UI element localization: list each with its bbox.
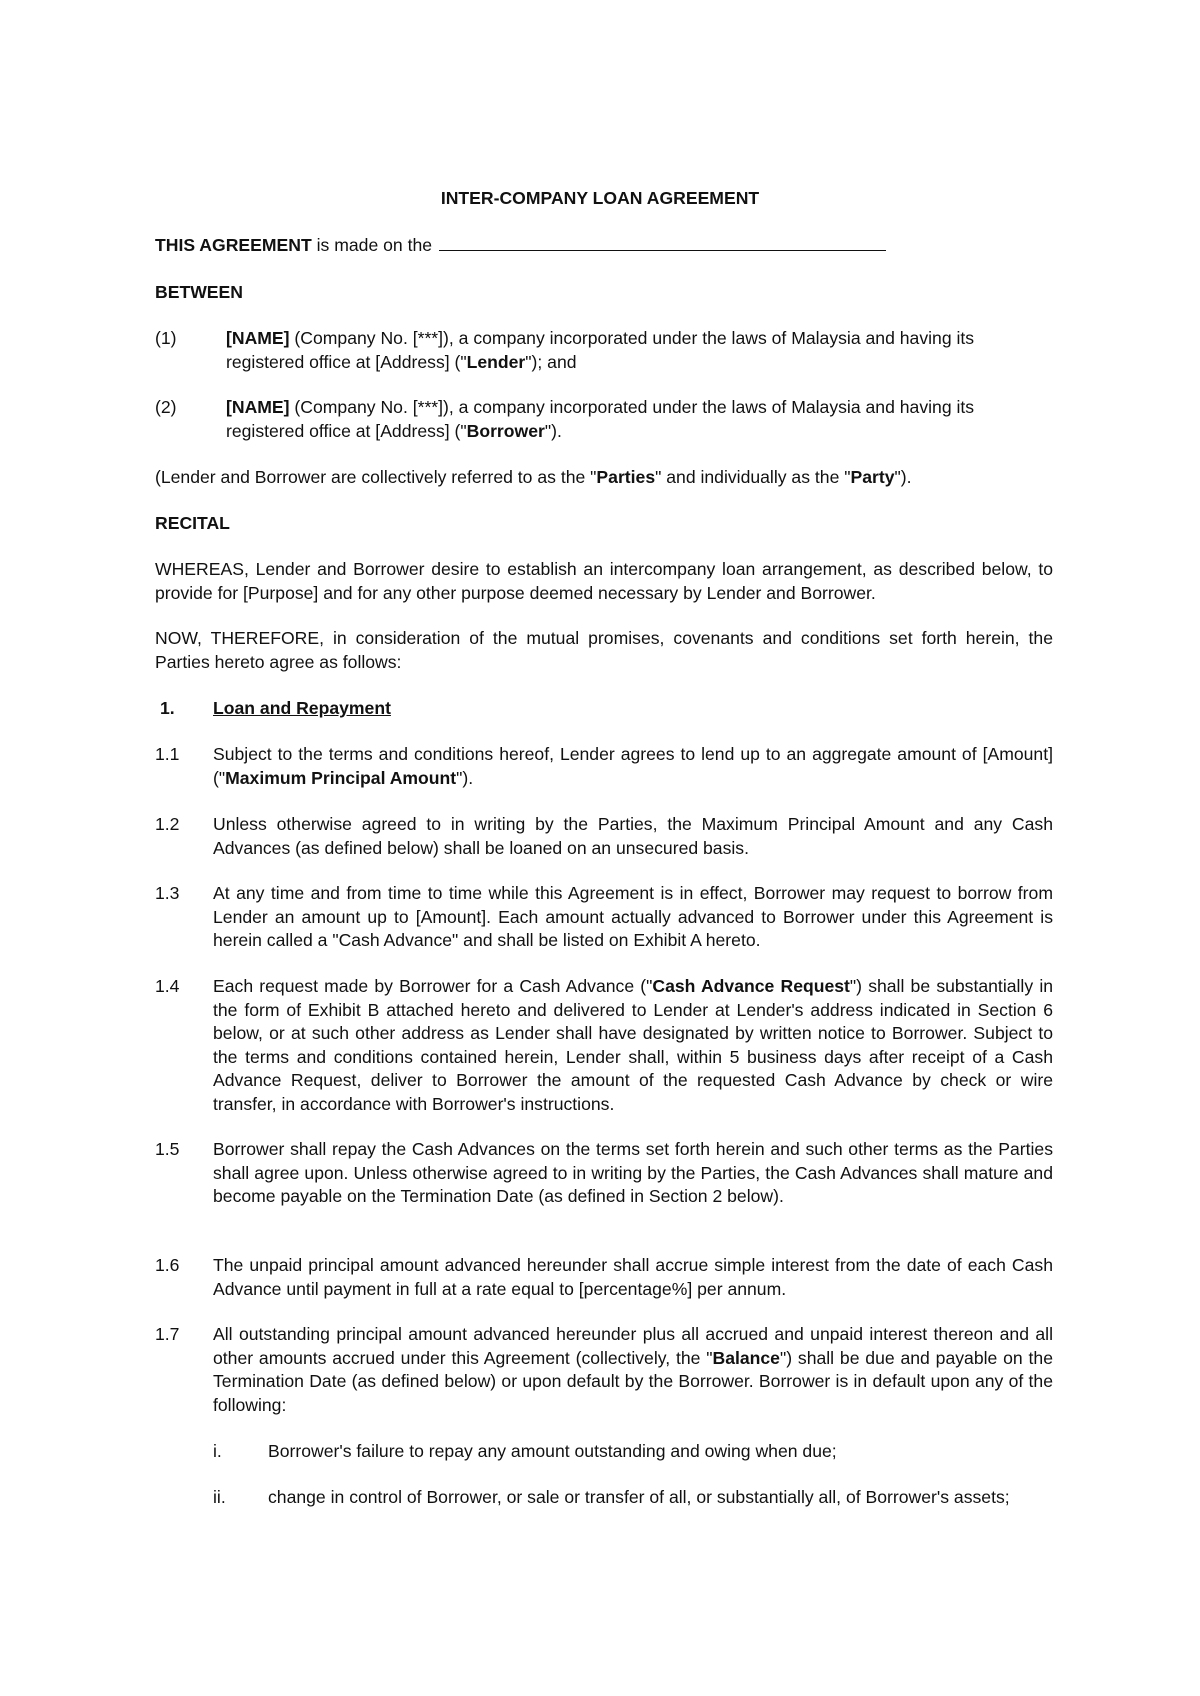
party-2-name: [NAME] [226, 397, 290, 417]
subitem-ii-text: change in control of Borrower, or sale or transfer of all, or substantially all, of Borrower's assets; [268, 1487, 1010, 1507]
clause-1-7-c: ") shall be due and payable on the Termination Date (as defined below) or upon default by the Borrower. Borrower is in default upon any of the following: [213, 1347, 1053, 1415]
collective-part-a: (Lender and Borrower are collectively referred to as the " [155, 467, 597, 487]
clause-1-7-number: 1.7 [155, 1324, 180, 1344]
party-1-text [226, 327, 1053, 374]
clause-1-7-a: All outstanding principal amount advanced hereunder plus all accrued and unpaid interest thereon and all other amounts accrued under this Agreement (collectively, the " [213, 1324, 1053, 1368]
defined-party: Party [850, 467, 895, 487]
clause-1-1-a: Subject to the terms and conditions hereof, Lender agrees to lend up to an aggregate amount of [Amount] (" [213, 744, 1053, 788]
defined-parties: Parties [596, 467, 656, 487]
clause-1-3-text: At any time and from time to time while this Agreement is in effect, Borrower may request to borrow from Lender an amount up to [Amount]. Each amount actually advanced to Borrower under this Agreement is herein called a "Cash Advance" and shall be listed on Exhibit A hereto. [213, 883, 1053, 951]
party-1-defined: Lender [466, 351, 526, 372]
clause-1-6-text: The unpaid principal amount advanced hereunder shall accrue simple interest from the date of each Cash Advance until payment in full at a rate equal to [percentage%] per annum. [213, 1255, 1053, 1299]
document-title: INTER-COMPANY LOAN AGREEMENT [440, 188, 760, 208]
clause-1-1-text [213, 743, 1053, 790]
defined-maximum-principal-amount: Maximum Principal Amount [225, 767, 457, 788]
between-heading: BETWEEN [155, 282, 243, 302]
collective-part-c: " and individually as the " [655, 467, 851, 487]
subitem-ii-number: ii. [213, 1487, 226, 1507]
party-2-end: "). [544, 420, 562, 441]
clause-1-5-number: 1.5 [155, 1139, 180, 1159]
date-blank-line [439, 236, 886, 251]
clause-1-4-text [213, 975, 1053, 1117]
collective-reference [155, 466, 912, 490]
party-2-number: (2) [155, 397, 177, 417]
opening-text: is made on the [311, 235, 437, 255]
defined-cash-advance-request: Cash Advance Request [652, 976, 850, 996]
clause-1-4-number: 1.4 [155, 976, 180, 996]
party-1-desc: (Company No. [***]), a company incorporated under the laws of Malaysia and having its registered office at [Address] (" [226, 328, 975, 372]
clause-1-5-text: Borrower shall repay the Cash Advances on the terms set forth herein and such other terms as the Parties shall agree upon. Unless otherwise agreed to in writing by the Parties, the Cash Advances shall mature and become payable on the Termination Date (as defined in Section 2 below). [213, 1139, 1053, 1207]
party-1-number: (1) [155, 328, 177, 348]
opening-line [155, 234, 886, 258]
subitem-i-text: Borrower's failure to repay any amount outstanding and owing when due; [268, 1441, 837, 1461]
clause-1-2-number: 1.2 [155, 814, 180, 834]
clause-1-1-c: "). [456, 767, 474, 788]
party-2-desc: (Company No. [***]), a company incorporated under the laws of Malaysia and having its registered office at [Address] (" [226, 397, 975, 441]
opening-bold: THIS AGREEMENT [155, 235, 312, 255]
party-1-end: "); and [525, 351, 577, 372]
subitem-i-number: i. [213, 1441, 222, 1461]
section-1-heading [160, 697, 391, 721]
clause-1-4-a: Each request made by Borrower for a Cash Advance (" [213, 976, 653, 996]
now-therefore-paragraph: NOW, THEREFORE, in consideration of the mutual promises, covenants and conditions set forth herein, the Parties hereto agree as follows: [155, 628, 1053, 672]
party-1-name: [NAME] [226, 328, 290, 348]
clause-1-3-number: 1.3 [155, 883, 180, 903]
party-2-defined: Borrower [466, 420, 545, 441]
clause-1-7-text [213, 1323, 1053, 1417]
section-1-number: 1. [160, 698, 175, 718]
party-2-text [226, 396, 1053, 443]
clause-1-6-number: 1.6 [155, 1255, 180, 1275]
section-1-title: Loan and Repayment [213, 698, 391, 718]
clause-1-2-text: Unless otherwise agreed to in writing by the Parties, the Maximum Principal Amount and any Cash Advances (as defined below) shall be loaned on an unsecured basis. [213, 814, 1053, 858]
recital-heading: RECITAL [155, 513, 230, 533]
collective-part-e: "). [894, 467, 912, 487]
defined-balance: Balance [712, 1347, 780, 1368]
clause-1-1-number: 1.1 [155, 744, 180, 764]
whereas-paragraph: WHEREAS, Lender and Borrower desire to establish an intercompany loan arrangement, as described below, to provide for [Purpose] and for any other purpose deemed necessary by Lender and Borrower. [155, 559, 1053, 603]
clause-1-4-c: ") shall be substantially in the form of Exhibit B attached hereto and delivered to Lender at Lender's address indicated in Section 6 below, or at such other address as Lender shall have designated by written notice to Borrower. Subject to the terms and conditions contained herein, Lender shall, within 5 business days after receipt of a Cash Advance Request, deliver to Borrower the amount of the requested Cash Advance by check or wire transfer, in accordance with Borrower's instructions. [213, 976, 1054, 1114]
